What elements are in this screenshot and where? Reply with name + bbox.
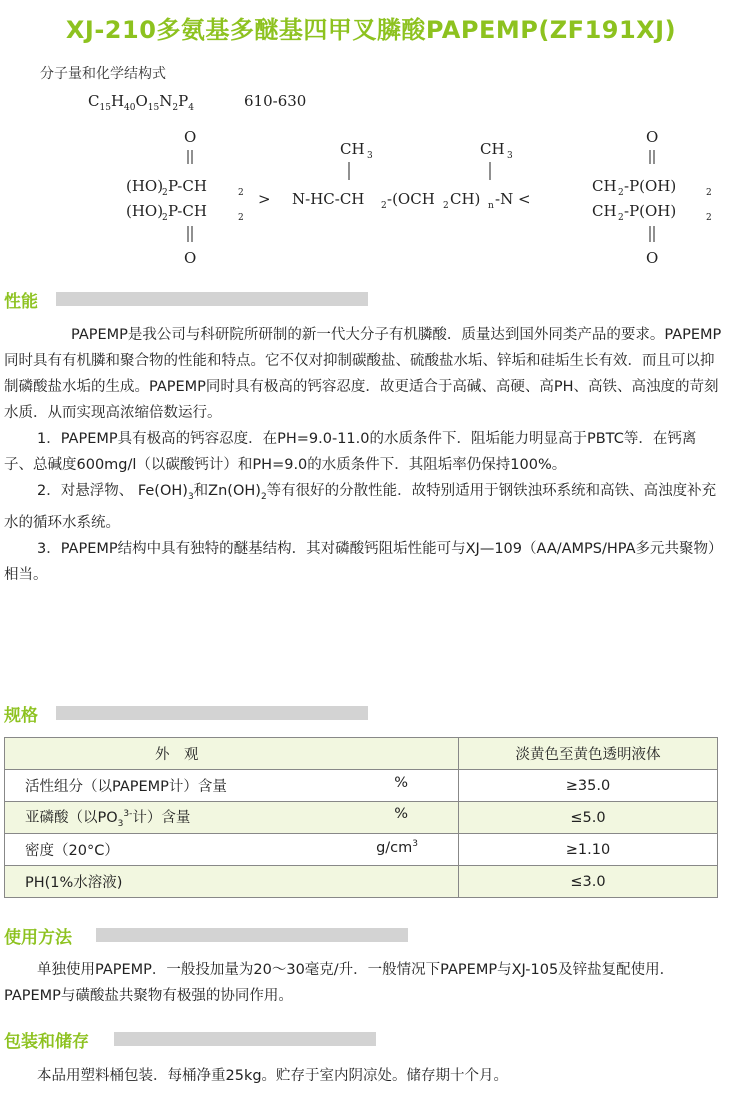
table-cell: 活性组分（以PAPEMP计）含量 %: [5, 770, 459, 802]
table-cell: PH(1%水溶液): [5, 866, 459, 898]
paragraph: 3．PAPEMP结构中具有独特的醚基结构．其对磷酸钙阻垢性能可与XJ—109（AA/AMPS/HPA多元共聚物）相当。: [4, 540, 723, 583]
section-heading: 性能: [4, 292, 38, 312]
svg-text:3: 3: [507, 151, 513, 161]
section-heading: 使用方法: [4, 928, 72, 948]
svg-text:O: O: [646, 249, 659, 267]
svg-text:2: 2: [162, 188, 168, 198]
svg-text:N-HC-CH: N-HC-CH: [292, 190, 365, 208]
table-cell: 亚磷酸（以$PO_3^{3-}$计）含量 %: [5, 802, 459, 834]
spec-table: [4, 737, 718, 898]
paragraph: 2．对悬浮物、 $Fe(OH)_3$和$Zn(OH)_2$等有很好的分散性能．故特别适用于钢铁浊环系统和高铁、高浊度补充水的循环水系统。: [4, 483, 717, 531]
table-cell: ≤5.0: [459, 802, 718, 834]
svg-text:-P(OH): -P(OH): [624, 202, 677, 220]
table-cell: ≤3.0: [459, 866, 718, 898]
svg-text:2: 2: [706, 188, 712, 198]
section-heading: 包装和储存: [4, 1032, 89, 1052]
heading-bar: [96, 928, 408, 942]
heading-bar: [56, 706, 368, 720]
structural-formula-diagram: [0, 120, 742, 270]
molecular-formula: $C_{15}H_{40}O_{15}N_2P_4$: [88, 92, 194, 113]
table-cell: 淡黄色至黄色透明液体: [459, 738, 718, 770]
paragraph: PAPEMP是我公司与科研院所研制的新一代大分子有机膦酸．质量达到国外同类产品的要求。PAPEMP同时具有有机膦和聚合物的性能和特点。它不仅对抑制碳酸盐、硫酸盐水垢、锌垢和硅垢生长有效．而且可以抑制磷酸盐水垢的生成。PAPEMP同时具有极高的钙容忍度．故更适合于高碱、高硬、高PH、高铁、高浊度的苛刻水质．从而实现高浓缩倍数运行。: [4, 327, 722, 421]
svg-text:2: 2: [238, 188, 244, 198]
table-cell: ≥35.0: [459, 770, 718, 802]
svg-text:O: O: [184, 128, 197, 146]
svg-text:CH: CH: [592, 202, 617, 220]
table-row: [5, 834, 718, 866]
section-packaging-header: [4, 1027, 376, 1052]
svg-text:n: n: [488, 201, 494, 211]
paragraph: 本品用塑料桶包装．每桶净重25kg。贮存于室内阴凉处。储存期十个月。: [37, 1068, 509, 1084]
svg-text:3: 3: [367, 151, 373, 161]
table-row: [5, 738, 718, 770]
table-row: [5, 770, 718, 802]
table-cell: 密度（20°C） $g/cm^3$: [5, 834, 459, 866]
paragraph: 1．PAPEMP具有极高的钙容忍度．在PH=9.0-11.0的水质条件下．阻垢能力明显高于PBTC等．在钙离子、总碱度600mg/l（以碳酸钙计）和PH=9.0的水质条件下．其阻垢率仍保持100%。: [4, 431, 697, 473]
svg-text:CH: CH: [592, 177, 617, 195]
svg-text:CH: CH: [340, 140, 365, 158]
svg-text:>: >: [258, 190, 271, 208]
heading-bar: [56, 292, 368, 306]
svg-text:O: O: [646, 128, 659, 146]
svg-text:2: 2: [162, 213, 168, 223]
section-spec-header: [4, 701, 376, 726]
section-heading: 规格: [4, 706, 38, 726]
table-cell: ≥1.10: [459, 834, 718, 866]
svg-text:(HO): (HO): [126, 202, 164, 220]
section-performance-header: [4, 287, 376, 312]
structure-subtitle: 分子量和化学结构式: [40, 66, 166, 82]
svg-text:2: 2: [238, 213, 244, 223]
svg-text:2: 2: [618, 213, 624, 223]
svg-text:2: 2: [706, 213, 712, 223]
svg-text:2: 2: [443, 201, 449, 211]
table-row: [5, 866, 718, 898]
performance-text: [4, 322, 724, 588]
section-usage-header: [4, 923, 376, 948]
heading-bar: [114, 1032, 376, 1046]
molecular-weight: 610-630: [244, 92, 307, 110]
svg-text:2: 2: [618, 188, 624, 198]
paragraph: 单独使用PAPEMP．一般投加量为20～30毫克/升．一般情况下PAPEMP与XJ-105及锌盐复配使用．PAPEMP与磺酸盐共聚物有极强的协同作用。: [4, 962, 675, 1004]
svg-text:CH: CH: [480, 140, 505, 158]
svg-text:-(OCH: -(OCH: [387, 190, 435, 208]
svg-text:-N: -N: [495, 190, 514, 208]
table-cell: 外 观: [5, 738, 459, 770]
page-title: XJ-210多氨基多醚基四甲叉膦酸PAPEMP(ZF191XJ): [65, 16, 677, 44]
packaging-text: [4, 1063, 724, 1089]
svg-text:-P(OH): -P(OH): [624, 177, 677, 195]
svg-text:2: 2: [381, 201, 387, 211]
svg-text:<: <: [518, 190, 531, 208]
table-row: [5, 802, 718, 834]
usage-text: [4, 957, 724, 1009]
svg-text:P-CH: P-CH: [168, 177, 207, 195]
svg-text:P-CH: P-CH: [168, 202, 207, 220]
svg-text:CH): CH): [450, 190, 481, 208]
svg-text:(HO): (HO): [126, 177, 164, 195]
svg-text:O: O: [184, 249, 197, 267]
